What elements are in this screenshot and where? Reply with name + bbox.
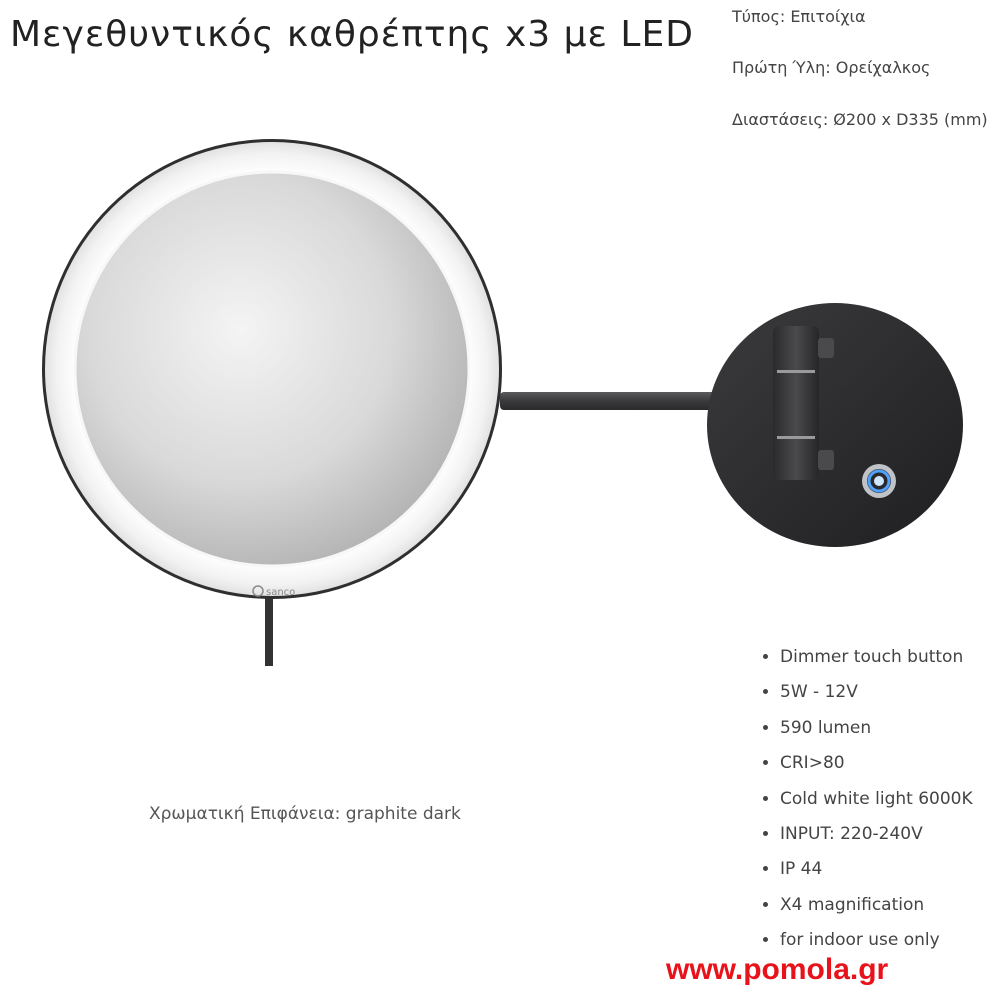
mirror-head (42, 139, 502, 599)
list-item: • 590 lumen (780, 715, 973, 750)
features-list (760, 644, 973, 963)
list-item: • for indoor use only (780, 927, 973, 962)
list-item: • 5W - 12V (780, 679, 973, 714)
list-item: • IP 44 (780, 856, 973, 891)
list-item: • Dimmer touch button (780, 644, 973, 679)
spec-material: Πρώτη Ύλη: Ορείχαλκος (732, 58, 931, 77)
mirror-stem (265, 598, 273, 666)
dimmer-touch-button (862, 464, 896, 498)
list-item: • CRI>80 (780, 750, 973, 785)
list-item: • Cold white light 6000K (780, 786, 973, 821)
spec-dimensions: Διαστάσεις: Ø200 x D335 (mm) (732, 110, 988, 129)
list-item: • INPUT: 220-240V (780, 821, 973, 856)
spec-type: Τύπος: Επιτοίχια (732, 7, 866, 26)
logo-text: sanco (266, 587, 296, 598)
finish-label: Χρωματική Επιφάνεια: graphite dark (149, 804, 461, 824)
list-item: • X4 magnification (780, 892, 973, 927)
product-image (30, 130, 970, 680)
product-title: Μεγεθυντικός καθρέπτης x3 με LED (10, 14, 694, 55)
wall-plate (707, 303, 963, 547)
brand-website-link[interactable]: www.pomola.gr (666, 953, 889, 986)
